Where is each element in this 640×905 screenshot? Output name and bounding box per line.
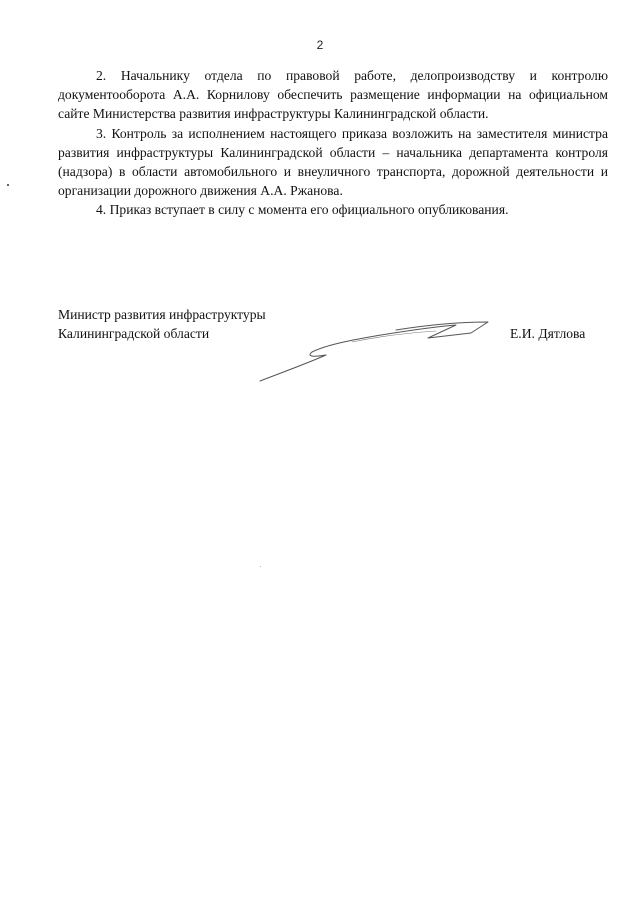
page-number: 2 (316, 38, 324, 52)
signer-title-line-1: Министр развития инфраструктуры (58, 307, 266, 322)
signer-name: Е.И. Дятлова (510, 326, 586, 341)
document-body (58, 66, 608, 220)
paragraph-item-4: 4. Приказ вступает в силу с момента его официального опубликования. (96, 202, 509, 218)
signer-title-line-2: Калининградской области (58, 326, 210, 342)
handwritten-signature (256, 313, 496, 385)
paragraph-item-2: 2. Начальнику отдела по правовой работе, делопроизводству и контролю документооборота А.А. Корнилову обеспечить размещение информации на официальном сайте Министерства развития инфраструктуры Калининградской области. (58, 68, 608, 122)
scan-speck (7, 184, 9, 186)
signature-block (58, 305, 598, 395)
scan-speck (260, 566, 261, 567)
paragraph-item-3: 3. Контроль за исполнением настоящего приказа возложить на заместителя министра развития инфраструктуры Калининградской области – начальника департамента контроля (надзора) в области автомобильного и внеуличного транспорта, дорожной деятельности и организации дорожного движения А.А. Ржанова. (58, 125, 608, 199)
